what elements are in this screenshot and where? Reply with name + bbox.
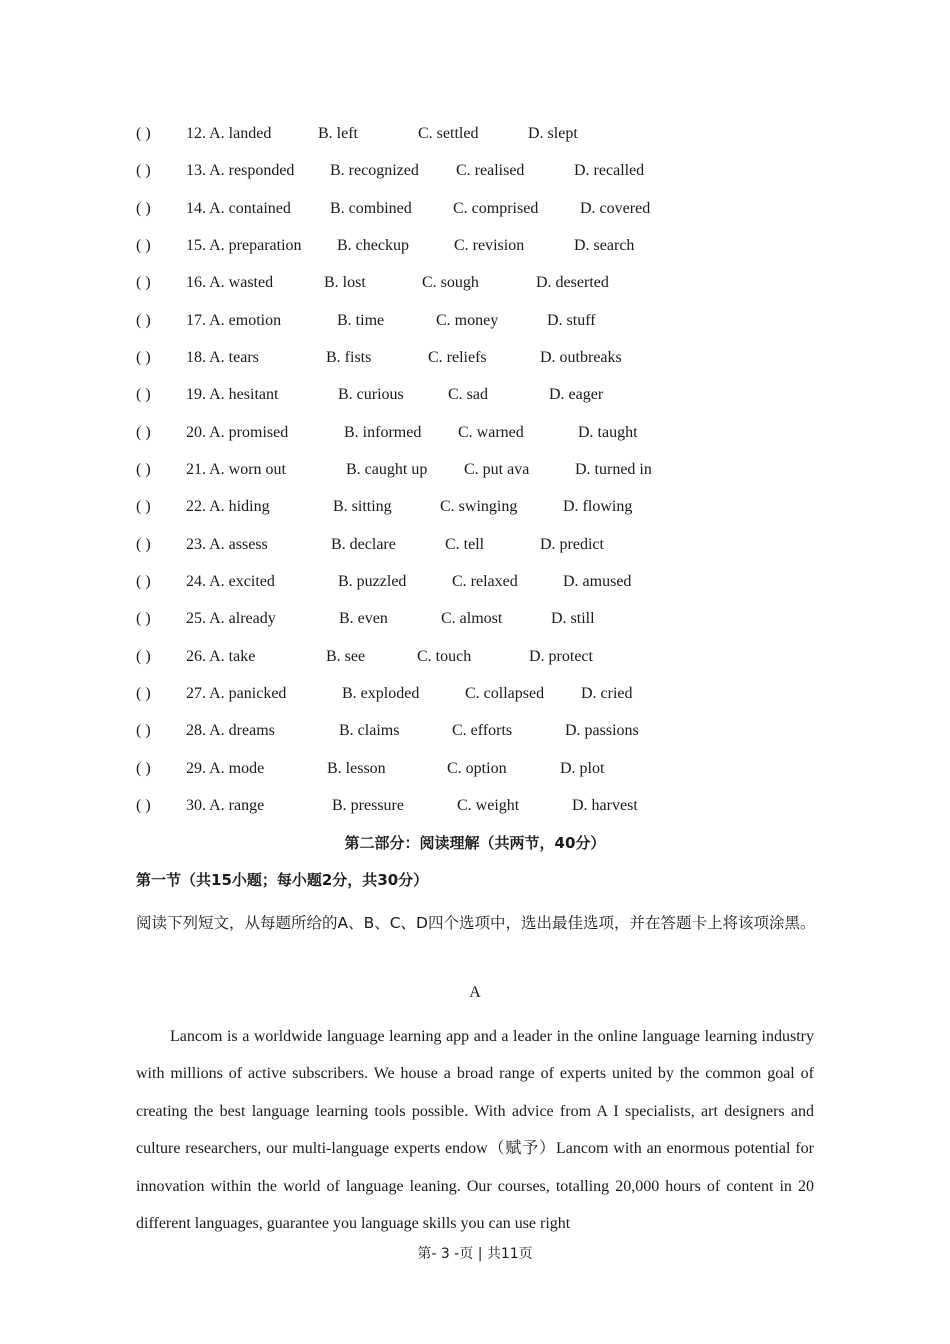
option-a: 24. A. excited <box>186 573 275 590</box>
option-a: 22. A. hiding <box>186 498 270 515</box>
answer-blank: ( ) <box>136 162 151 179</box>
option-b: B. even <box>339 610 388 627</box>
option-d: D. outbreaks <box>540 349 622 366</box>
option-a: 28. A. dreams <box>186 722 275 739</box>
option-d: D. flowing <box>563 498 633 515</box>
option-c: C. comprised <box>453 200 539 217</box>
answer-blank: ( ) <box>136 125 151 142</box>
option-d: D. predict <box>540 536 604 553</box>
answer-blank: ( ) <box>136 760 151 777</box>
section-heading: 第二部分：阅读理解（共两节，40分） <box>344 834 606 852</box>
option-d: D. slept <box>528 125 578 142</box>
option-c: C. put ava <box>464 461 530 478</box>
option-c: C. option <box>447 760 507 777</box>
option-c: C. swinging <box>440 498 518 515</box>
option-d: D. recalled <box>574 162 645 179</box>
option-b: B. puzzled <box>338 573 407 590</box>
answer-blank: ( ) <box>136 797 151 814</box>
option-b: B. combined <box>330 200 412 217</box>
answer-blank: ( ) <box>136 498 151 515</box>
option-a: 14. A. contained <box>186 200 291 217</box>
option-c: C. efforts <box>452 722 513 739</box>
option-a: 16. A. wasted <box>186 274 274 291</box>
option-c: C. relaxed <box>452 573 518 590</box>
option-a: 19. A. hesitant <box>186 386 279 403</box>
answer-blank: ( ) <box>136 461 151 478</box>
option-b: B. pressure <box>332 797 404 814</box>
answer-blank: ( ) <box>136 536 151 553</box>
option-c: C. touch <box>417 648 472 665</box>
answer-blank: ( ) <box>136 274 151 291</box>
option-d: D. covered <box>580 200 651 217</box>
option-c: C. collapsed <box>465 685 545 702</box>
option-a: 15. A. preparation <box>186 237 302 254</box>
answer-blank: ( ) <box>136 200 151 217</box>
option-a: 17. A. emotion <box>186 312 282 329</box>
option-a: 18. A. tears <box>186 349 259 366</box>
answer-blank: ( ) <box>136 424 151 441</box>
option-c: C. warned <box>458 424 524 441</box>
option-d: D. passions <box>565 722 639 739</box>
option-c: C. sough <box>422 274 479 291</box>
option-d: D. deserted <box>536 274 609 291</box>
sub-section-heading: 第一节（共15小题；每小题2分，共30分） <box>136 871 429 889</box>
option-b: B. declare <box>331 536 396 553</box>
option-c: C. sad <box>448 386 488 403</box>
option-a: 12. A. landed <box>186 125 272 142</box>
option-a: 23. A. assess <box>186 536 268 553</box>
answer-blank: ( ) <box>136 312 151 329</box>
option-d: D. amused <box>563 573 632 590</box>
option-b: B. recognized <box>330 162 419 179</box>
option-b: B. informed <box>344 424 422 441</box>
option-a: 29. A. mode <box>186 760 265 777</box>
option-d: D. still <box>551 610 595 627</box>
option-b: B. see <box>326 648 366 665</box>
answer-blank: ( ) <box>136 610 151 627</box>
option-d: D. search <box>574 237 635 254</box>
option-a: 30. A. range <box>186 797 265 814</box>
option-b: B. curious <box>338 386 404 403</box>
option-a: 13. A. responded <box>186 162 295 179</box>
page-footer: 第- 3 -页 | 共11页 <box>417 1246 533 1262</box>
option-b: B. lesson <box>327 760 386 777</box>
option-a: 27. A. panicked <box>186 685 287 702</box>
option-d: D. stuff <box>547 312 596 329</box>
option-d: D. taught <box>578 424 638 441</box>
option-d: D. plot <box>560 760 605 777</box>
option-b: B. claims <box>339 722 400 739</box>
option-d: D. turned in <box>575 461 652 478</box>
option-c: C. tell <box>445 536 485 553</box>
option-c: C. money <box>436 312 499 329</box>
option-b: B. left <box>318 125 358 142</box>
option-b: B. caught up <box>346 461 428 478</box>
option-a: 25. A. already <box>186 610 276 627</box>
option-c: C. realised <box>456 162 525 179</box>
answer-blank: ( ) <box>136 237 151 254</box>
option-c: C. reliefs <box>428 349 487 366</box>
option-b: B. exploded <box>342 685 420 702</box>
answer-blank: ( ) <box>136 349 151 366</box>
option-d: D. cried <box>581 685 633 702</box>
option-b: B. sitting <box>333 498 392 515</box>
answer-blank: ( ) <box>136 685 151 702</box>
option-b: B. fists <box>326 349 372 366</box>
option-c: C. revision <box>454 237 525 254</box>
option-b: B. time <box>337 312 385 329</box>
option-b: B. checkup <box>337 237 409 254</box>
instructions: 阅读下列短文，从每题所给的A、B、C、D四个选项中，选出最佳选项，并在答题卡上将该项涂黑。 <box>136 914 816 932</box>
option-a: 20. A. promised <box>186 424 289 441</box>
option-a: 26. A. take <box>186 648 256 665</box>
answer-blank: ( ) <box>136 648 151 665</box>
passage-text: Lancom is a worldwide language learning app and a leader in the online language learning industry with millions of active subscribers. We house a broad range of experts united by the common goal of creating the best language learning tools possible. With advice from A I specialists, art designers and culture researchers, our multi-language experts endow（赋予）Lancom with an enormous potential for innovation within the world of language leaning. Our courses, totalling 20,000 hours of content in 20 different languages, guarantee you language skills you can use right <box>136 1028 814 1233</box>
passage-label: A <box>469 984 481 1001</box>
answer-blank: ( ) <box>136 722 151 739</box>
option-d: D. eager <box>549 386 604 403</box>
answer-blank: ( ) <box>136 573 151 590</box>
option-b: B. lost <box>324 274 366 291</box>
option-d: D. protect <box>529 648 593 665</box>
option-c: C. almost <box>441 610 503 627</box>
option-a: 21. A. worn out <box>186 461 286 478</box>
option-d: D. harvest <box>572 797 638 814</box>
answer-blank: ( ) <box>136 386 151 403</box>
option-c: C. settled <box>418 125 479 142</box>
option-c: C. weight <box>457 797 520 814</box>
